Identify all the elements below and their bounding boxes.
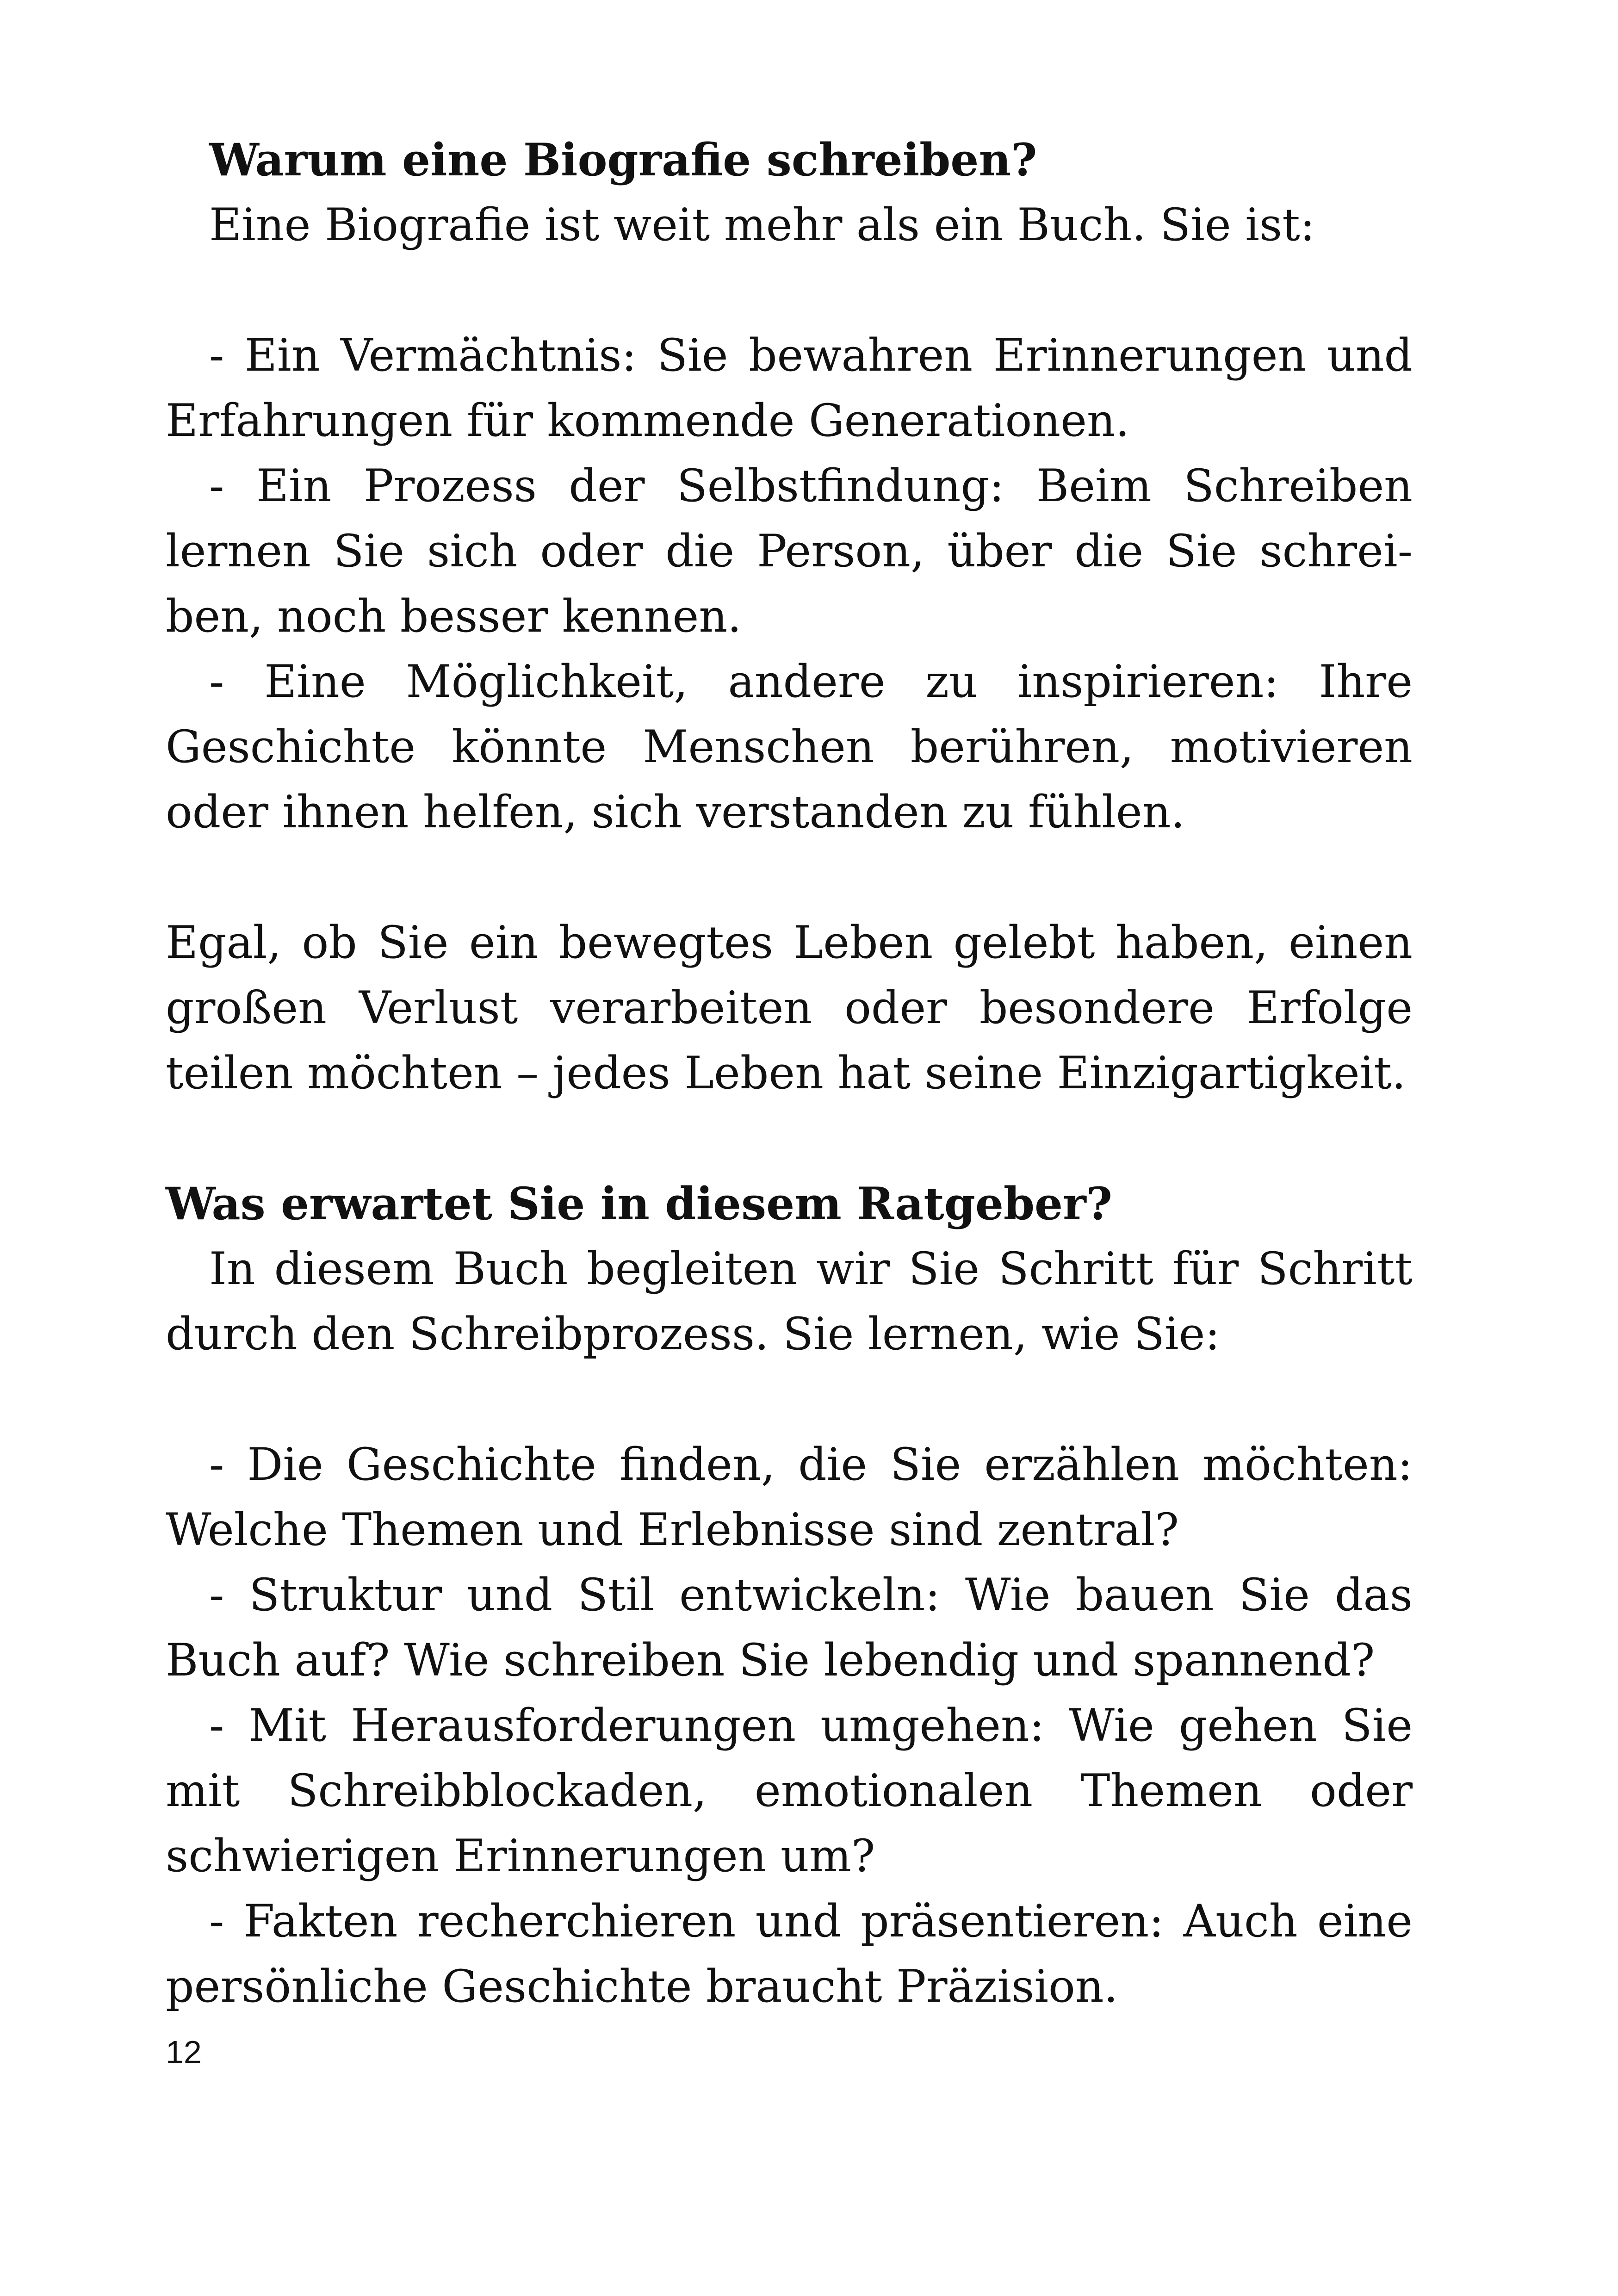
bullet-item: - Ein Prozess der Selbstfindung: Beim Schreiben lernen Sie sich oder die Person, über die Sie schreiben, noch besser kennen.: [166, 460, 1413, 642]
page-body: [166, 127, 1413, 2019]
section-intro: Eine Biografie ist weit mehr als ein Buch. Sie ist:: [209, 199, 1315, 251]
bullet-item: - Die Geschichte finden, die Sie erzählen möchten: Welche Themen und Erlebnisse sind zentral?: [166, 1439, 1413, 1556]
bullet-item: - Struktur und Stil entwickeln: Wie bauen Sie das Buch auf? Wie schreiben Sie lebendig und spannend?: [166, 1569, 1413, 1686]
section-intro: In diesem Buch begleiten wir Sie Schritt für Schritt durch den Schreibprozess. Sie lernen, wie Sie:: [166, 1243, 1413, 1360]
page-number: 12: [166, 2034, 202, 2070]
bullet-item: - Mit Herausforderungen umgehen: Wie gehen Sie mit Schreibblockaden, emotionalen Themen oder schwierigen Erinnerungen um?: [166, 1700, 1413, 1882]
blank-line: [166, 258, 1413, 323]
section-heading-why-biography: Warum eine Biografie schreiben?: [209, 134, 1037, 186]
section-heading-guide-contents: Was erwartet Sie in diesem Ratgeber?: [166, 1178, 1112, 1230]
blank-line: [166, 845, 1413, 910]
closing-paragraph: Egal, ob Sie ein bewegtes Leben gelebt haben, einen großen Verlust verarbeiten oder besondere Erfolge teilen möchten – jedes Leben hat seine Einzigartigkeit.: [166, 917, 1413, 1099]
bullet-item: - Ein Vermächtnis: Sie bewahren Erinnerungen und Erfahrungen für kommende Generationen.: [166, 329, 1413, 447]
bullet-item: - Eine Möglichkeit, andere zu inspirieren: Ihre Geschichte könnte Menschen berühren, motivieren oder ihnen helfen, sich verstanden zu fühlen.: [166, 656, 1413, 838]
blank-line: [166, 1367, 1413, 1432]
bullet-item: - Fakten recherchieren und präsentieren: Auch eine persönliche Geschichte braucht Präzision.: [166, 1895, 1413, 2012]
blank-line: [166, 1106, 1413, 1171]
